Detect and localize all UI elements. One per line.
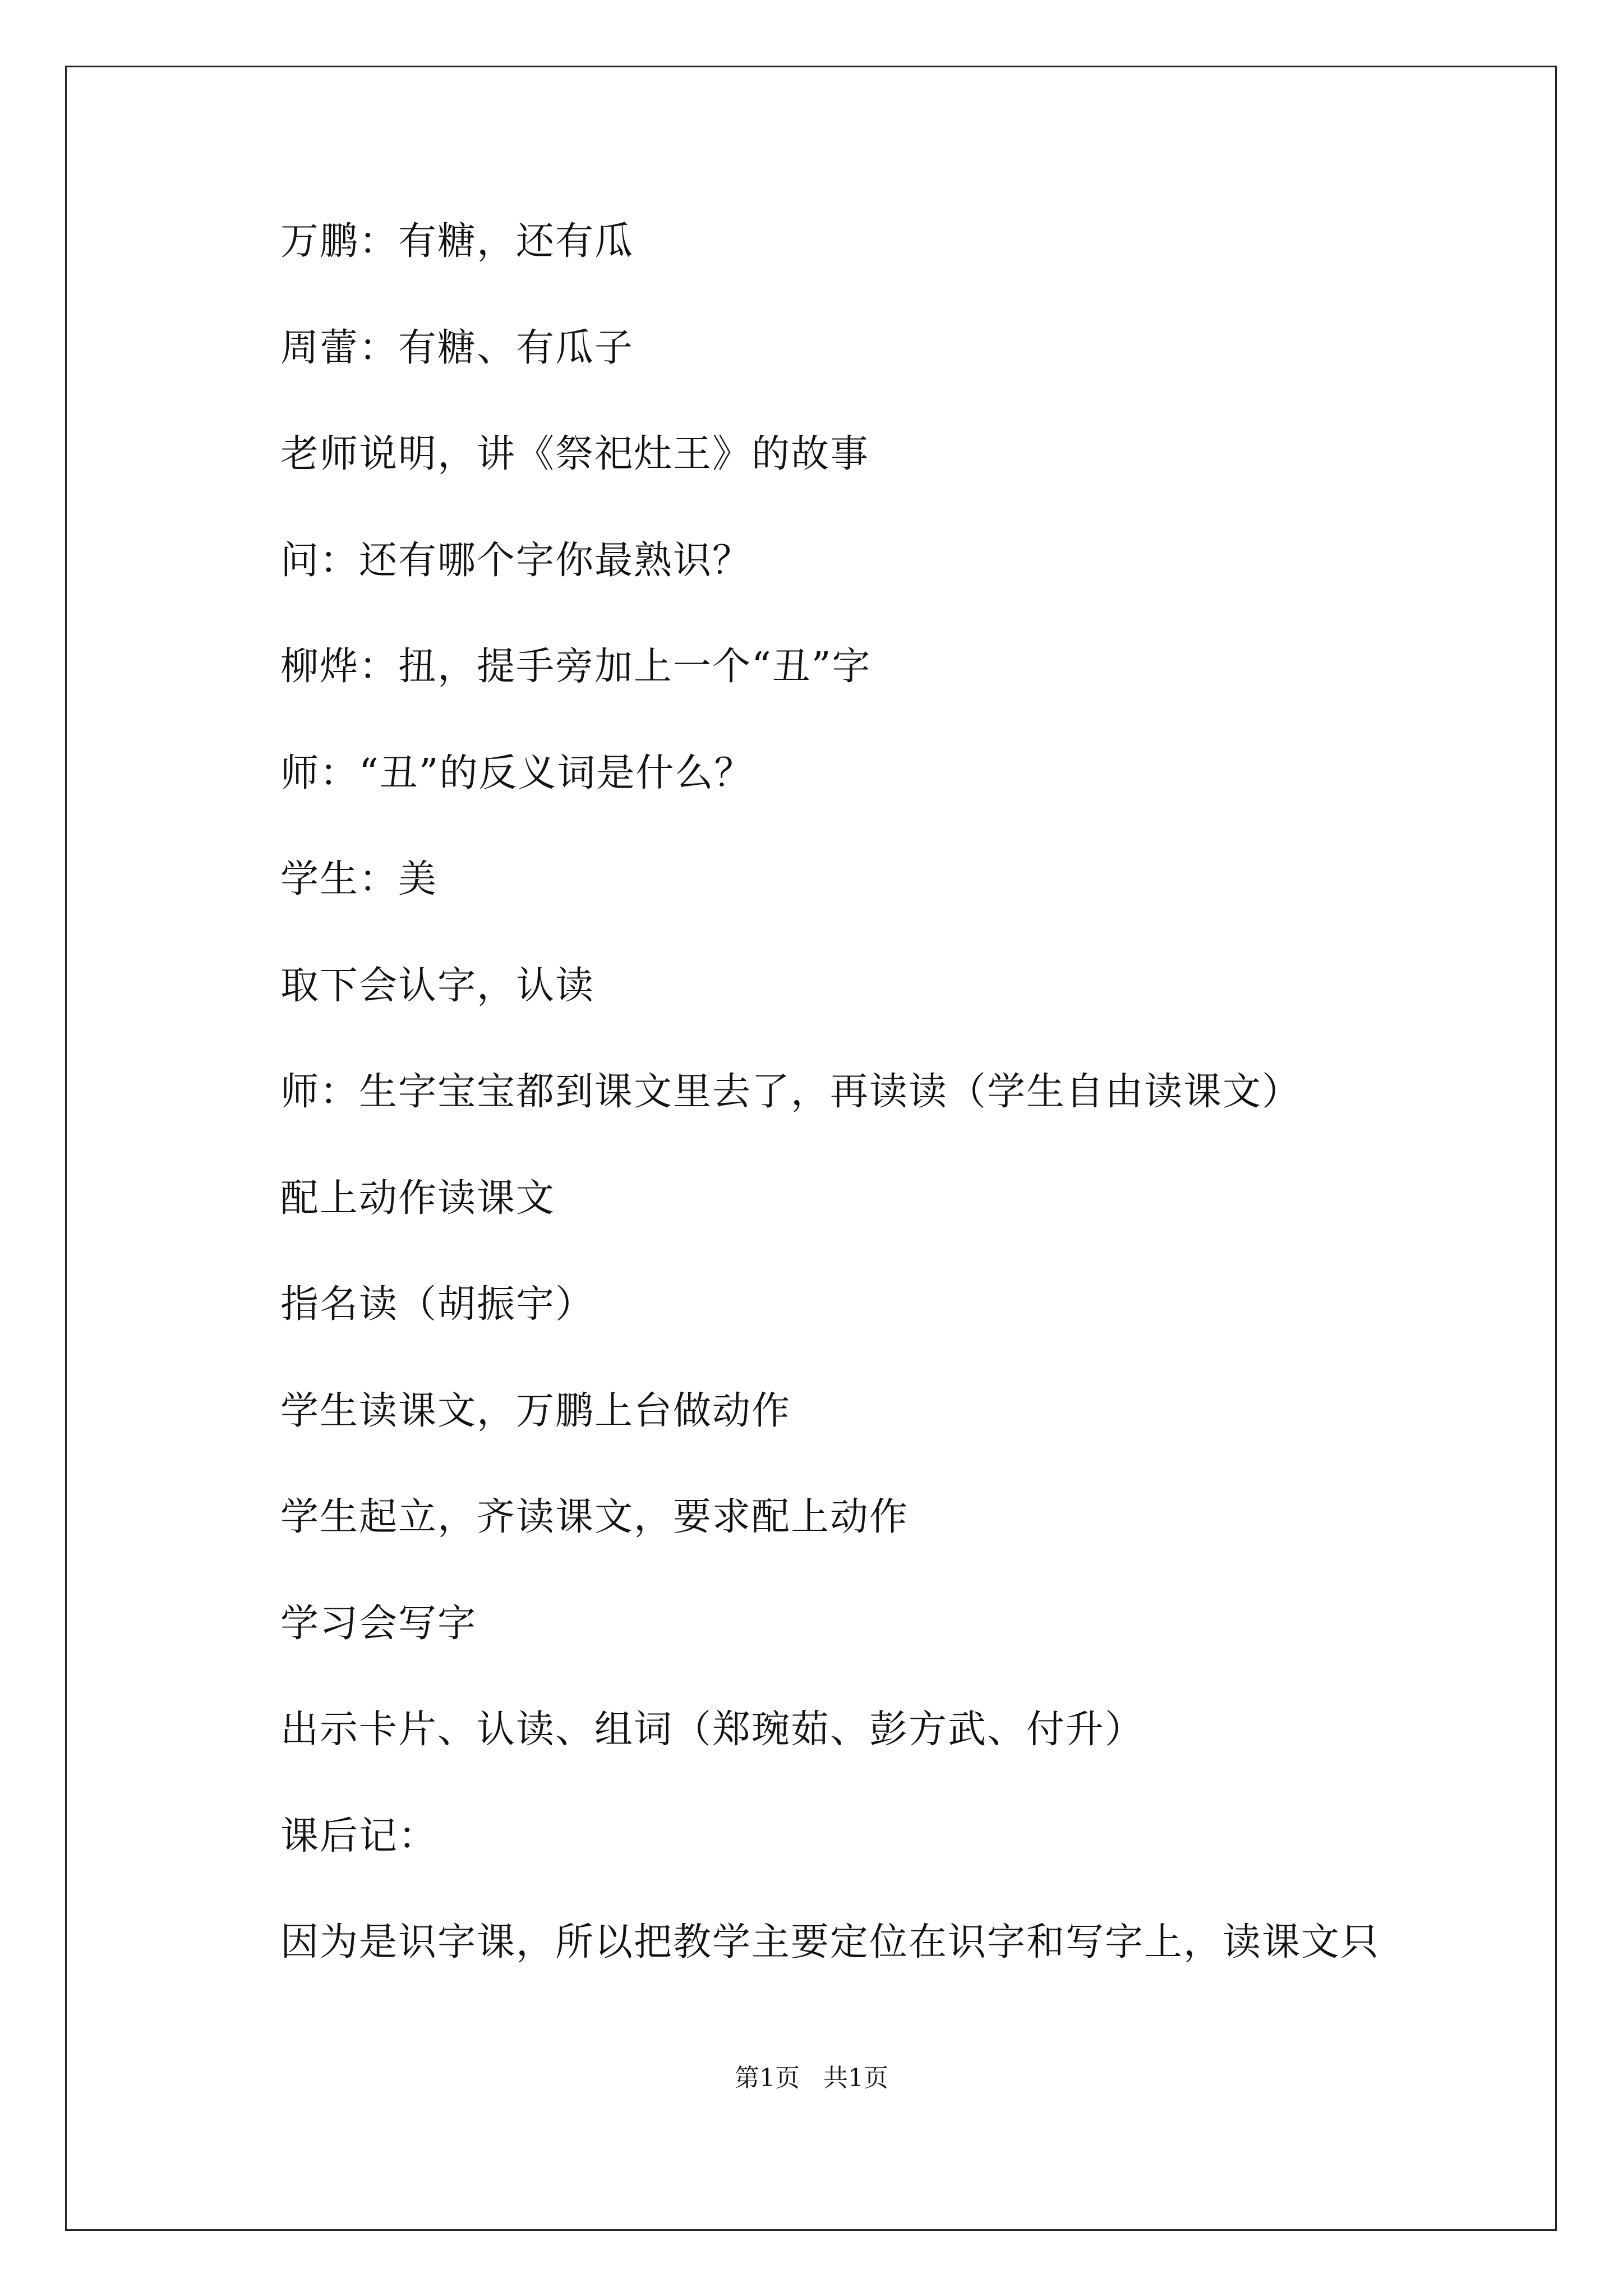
- text-line: 周蕾：有糖、有瓜子: [280, 325, 634, 370]
- text-line: 学生起立，齐读课文，要求配上动作: [280, 1495, 909, 1539]
- text-line: 学习会写字: [280, 1601, 477, 1646]
- text-line: 指名读（胡振宇）: [280, 1282, 595, 1327]
- text-line: 学生读课文，万鹏上台做动作: [280, 1388, 791, 1433]
- page-number-footer: 第1页 共1页: [735, 2064, 888, 2092]
- text-line: 课后记：: [280, 1814, 438, 1858]
- text-line: 取下会认字，认读: [280, 963, 595, 1008]
- text-line: 老师说明，讲《祭祀灶王》的故事: [280, 432, 870, 476]
- text-line: 问：还有哪个字你最熟识？: [280, 538, 752, 583]
- text-line: 万鹏：有糖，还有瓜: [280, 219, 634, 264]
- text-line: 师：“丑”的反义词是什么？: [280, 751, 754, 795]
- document-body: [280, 219, 1514, 2029]
- text-line: 出示卡片、认读、组词（郑琬茹、彭方武、付升）: [280, 1708, 1145, 1752]
- text-line: 学生：美: [280, 857, 438, 901]
- text-line: 因为是识字课，所以把教学主要定位在识字和写字上，读课文只: [280, 1920, 1380, 1964]
- text-line: 师：生字宝宝都到课文里去了，再读读（学生自由读课文）: [280, 1070, 1302, 1114]
- text-line: 柳烨：扭，提手旁加上一个“丑”字: [280, 645, 872, 689]
- text-line: 配上动作读课文: [280, 1176, 556, 1221]
